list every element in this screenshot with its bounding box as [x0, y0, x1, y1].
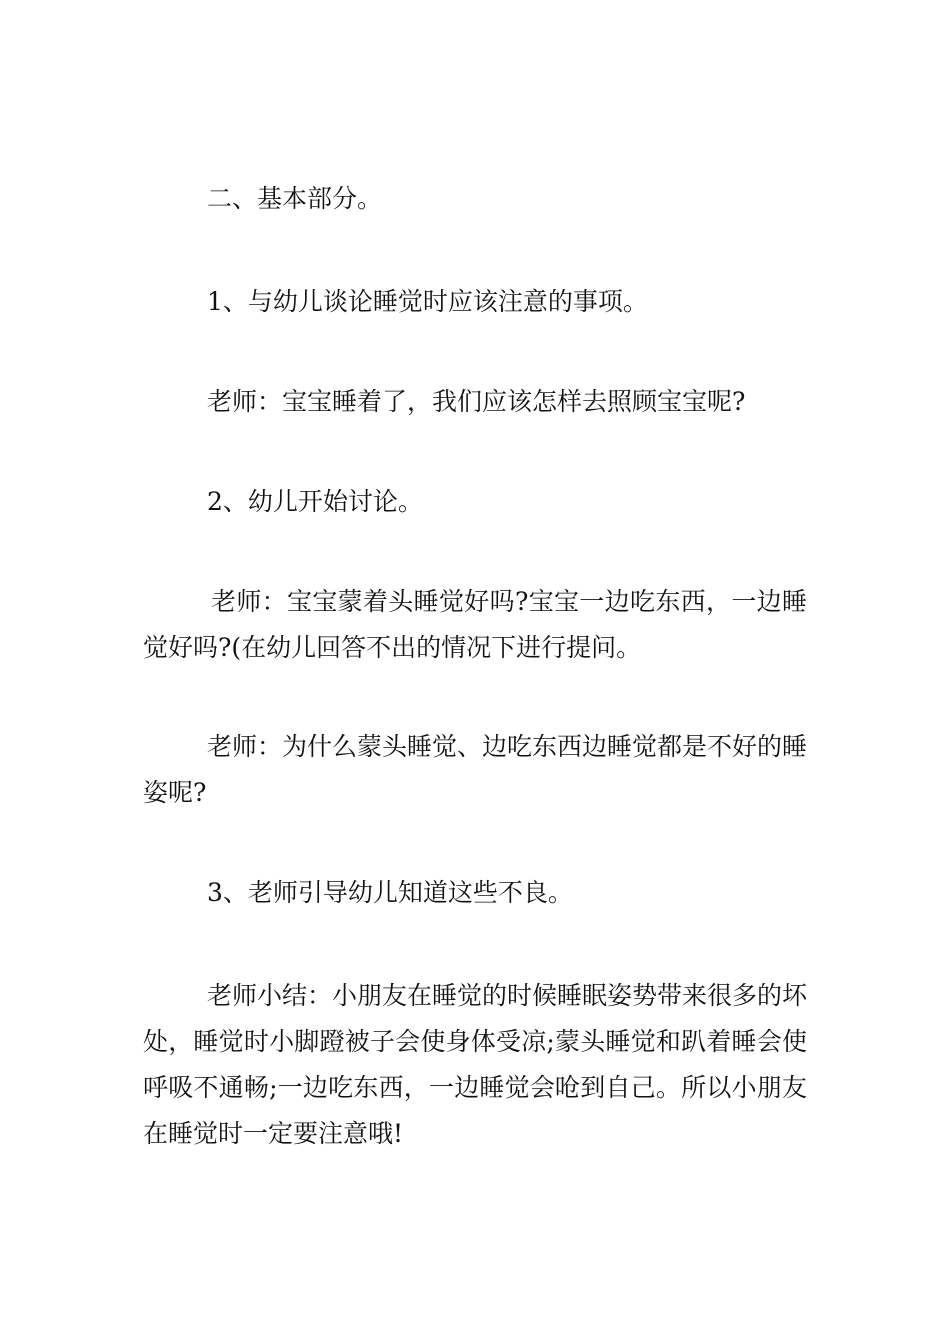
teacher-question-3: 老师：为什么蒙头睡觉、边吃东西边睡觉都是不好的睡姿呢?	[143, 732, 808, 807]
section-heading: 二、基本部分。	[207, 184, 383, 213]
teacher-question-2: 老师：宝宝蒙着头睡觉好吗?宝宝一边吃东西，一边睡觉好吗?(在幼儿回答不出的情况下进行提问。	[143, 587, 807, 662]
teacher-question-1: 老师：宝宝睡着了，我们应该怎样去照顾宝宝呢?	[207, 387, 746, 416]
teacher-summary: 老师小结：小朋友在睡觉的时候睡眠姿势带来很多的坏处，睡觉时小脚蹬被子会使身体受凉;蒙头睡觉和趴着睡会使呼吸不通畅;一边吃东西，一边睡觉会呛到自己。所以小朋友在睡觉时一定要注意哦!	[143, 981, 808, 1148]
step-1: 1、与幼儿谈论睡觉时应该注意的事项。	[207, 287, 648, 316]
step-3: 3、老师引导幼儿知道这些不良。	[207, 878, 573, 907]
step-2: 2、幼儿开始讨论。	[207, 487, 423, 516]
